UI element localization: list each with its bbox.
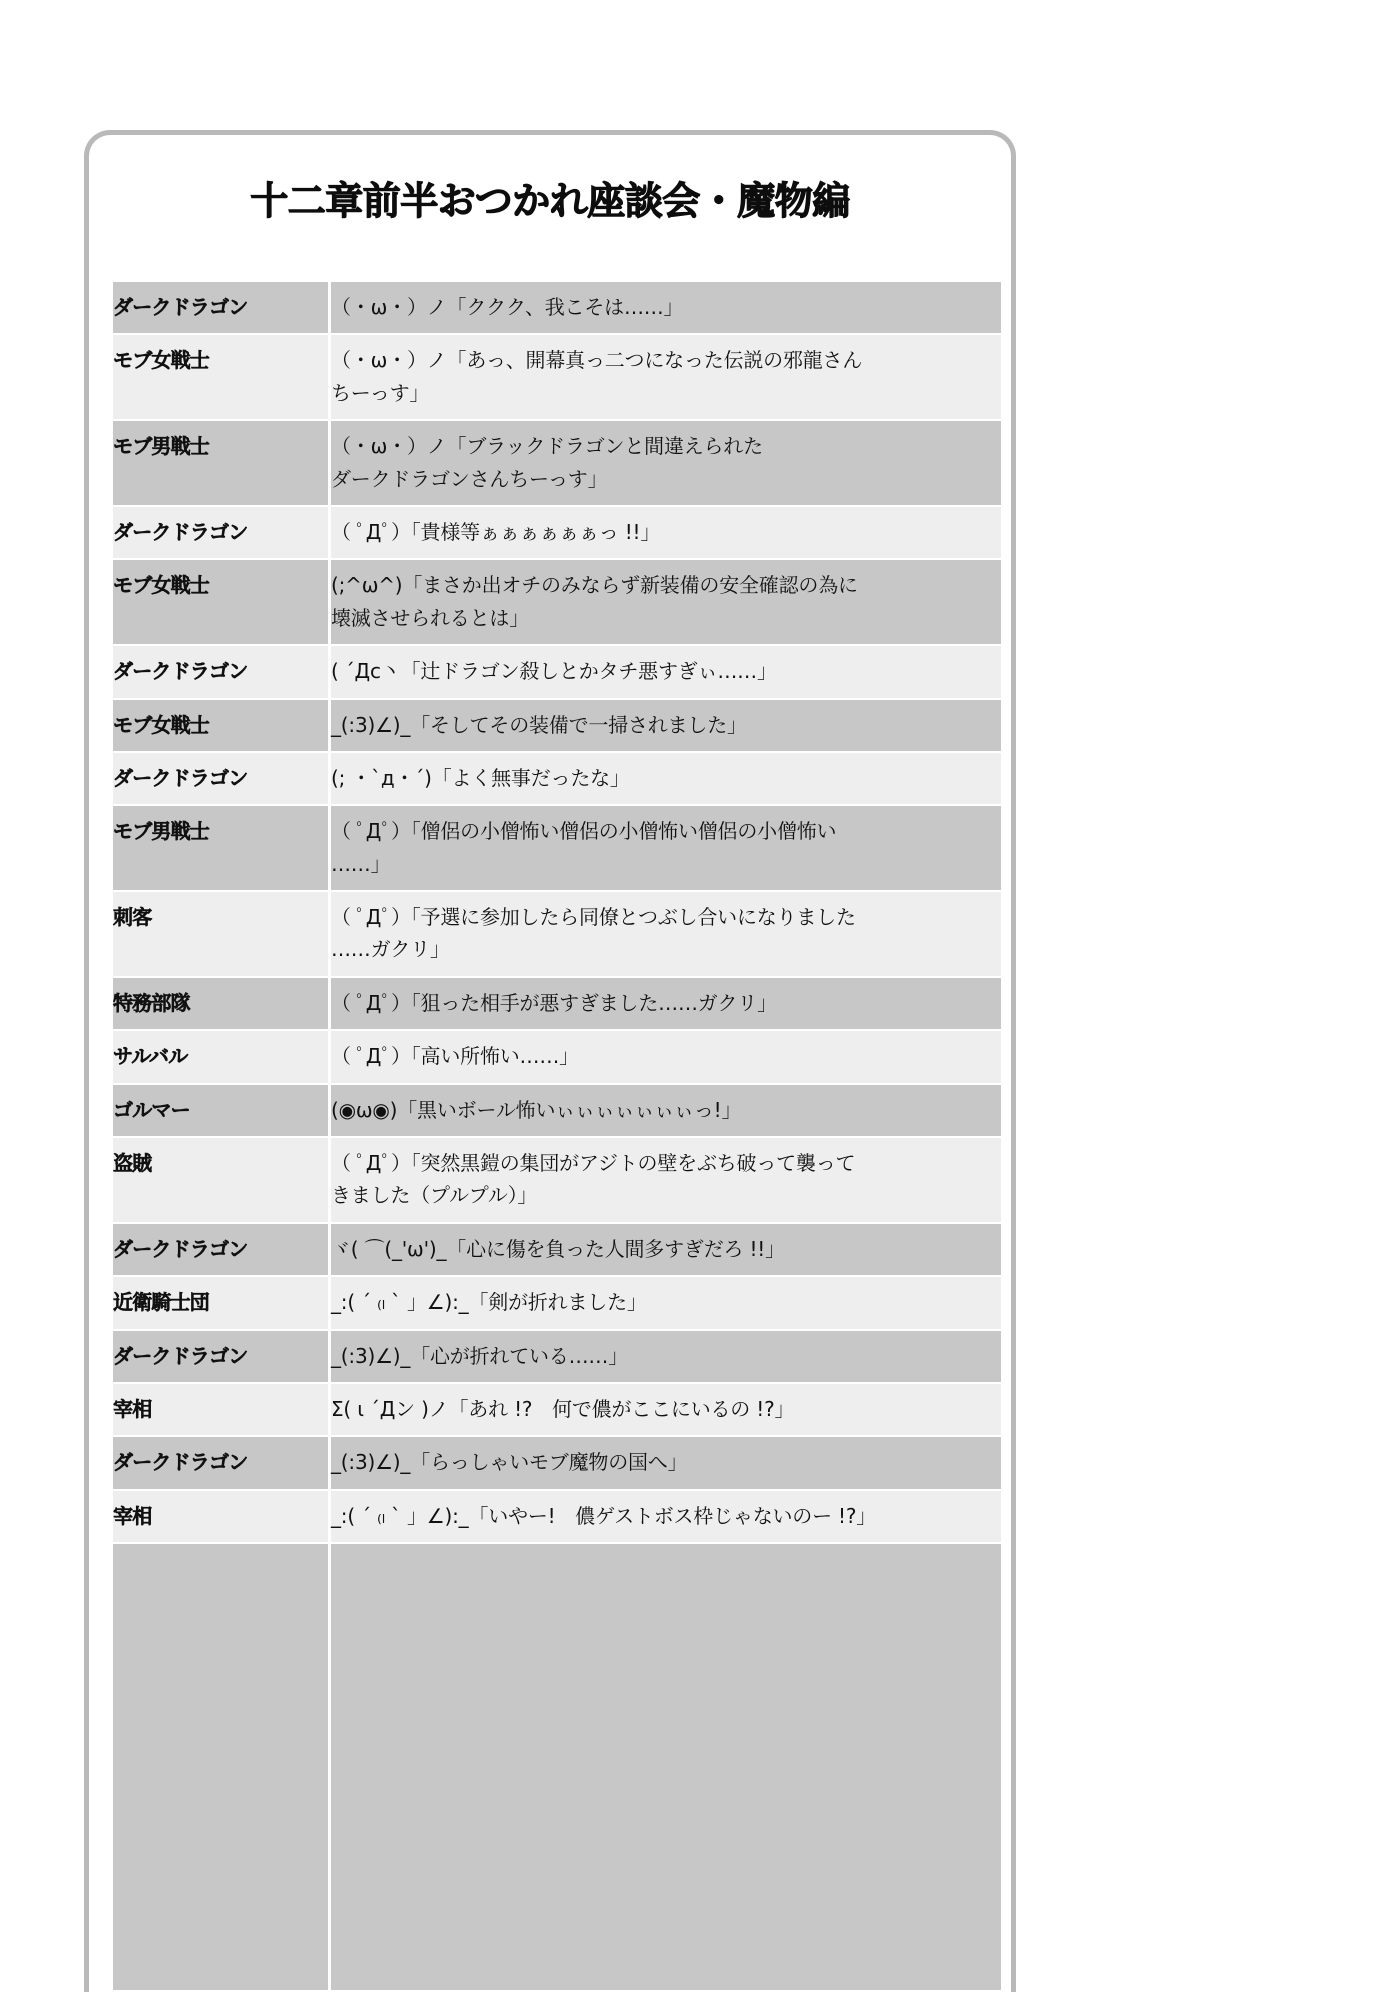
speaker-cell: 特務部隊: [113, 977, 330, 1030]
table-row: [113, 334, 1001, 420]
dialogue-line: _(:3)∠)_「心が折れている……」: [331, 1343, 629, 1368]
speaker-cell: ダークドラゴン: [113, 1223, 330, 1276]
table-row: [113, 645, 1001, 698]
dialogue-table: [113, 282, 1001, 1992]
dialogue-cell: [330, 559, 1002, 645]
dialogue-line: （・ω・）ノ「ククク、我こそは……」: [331, 295, 684, 319]
speaker-cell: 盗賊: [113, 1137, 330, 1223]
dialogue-cell: [330, 1030, 1002, 1083]
dialogue-cell: [330, 334, 1002, 420]
table-row: [113, 506, 1001, 559]
speaker-cell: ダークドラゴン: [113, 1436, 330, 1489]
dialogue-cell: [330, 1137, 1002, 1223]
table-row: [113, 977, 1001, 1030]
dialogue-line: ヾ( ⌒(_'ω')_「心に傷を負った人間多すぎだろ !!」: [331, 1236, 785, 1261]
speaker-cell: 宰相: [113, 1383, 330, 1436]
speaker-cell: ダークドラゴン: [113, 1330, 330, 1383]
dialogue-line: （ ﾟДﾟ）「高い所怖い……」: [331, 1044, 579, 1069]
dialogue-line: （ ﾟДﾟ）「狙った相手が悪すぎました……ガクリ」: [331, 990, 777, 1015]
dialogue-cell: [330, 805, 1002, 891]
dialogue-line: ……」: [331, 851, 391, 876]
dialogue-cell: [330, 1330, 1002, 1383]
dialogue-line: 壊滅させられるとは」: [331, 605, 529, 630]
dialogue-cell: [330, 752, 1002, 805]
speaker-cell: ダークドラゴン: [113, 282, 330, 334]
dialogue-cell: [330, 506, 1002, 559]
table-row: [113, 699, 1001, 752]
dialogue-line: Σ( ι ´Дン )ノ「あれ !? 何で儂がここにいるの !?」: [331, 1396, 795, 1421]
dialogue-line: ちーっす」: [331, 380, 430, 405]
table-row: [113, 559, 1001, 645]
speaker-cell: モブ女戦士: [113, 559, 330, 645]
dialogue-line: ……ガクリ」: [331, 937, 450, 962]
dialogue-line: (;^ω^)「まさか出オチのみならず新装備の安全確認の為に: [331, 573, 858, 598]
dialogue-line: _:( ´ ₍ₗ ` 」∠):_「いやー! 儂ゲストボス枠じゃないのー !?」: [331, 1503, 877, 1528]
empty-table-row: [113, 1543, 1001, 1991]
speaker-cell: 宰相: [113, 1490, 330, 1543]
dialogue-line: （ ﾟДﾟ）「突然黒鎧の集団がアジトの壁をぶち破って襲って: [331, 1151, 856, 1176]
table-row: [113, 1436, 1001, 1489]
dialogue-line: _(:3)∠)_「そしてその装備で一掃されました」: [331, 712, 747, 737]
dialogue-cell: [330, 1490, 1002, 1543]
dialogue-cell: [330, 699, 1002, 752]
dialogue-cell: [330, 1084, 1002, 1137]
dialogue-line: (; ・`д・´)「よく無事だったな」: [331, 765, 630, 790]
speaker-cell: サルバル: [113, 1030, 330, 1083]
speaker-cell: ダークドラゴン: [113, 752, 330, 805]
dialogue-table-body: [113, 282, 1001, 1991]
table-row: [113, 1383, 1001, 1436]
table-row: [113, 1276, 1001, 1329]
dialogue-line: （ ﾟДﾟ）「予選に参加したら同僚とつぶし合いになりました: [331, 905, 856, 930]
table-row: [113, 1030, 1001, 1083]
speaker-cell: モブ女戦士: [113, 334, 330, 420]
table-row: [113, 420, 1001, 506]
dialogue-cell: [330, 1276, 1002, 1329]
dialogue-cell: [330, 420, 1002, 506]
table-row: [113, 752, 1001, 805]
dialogue-cell: [330, 282, 1002, 334]
dialogue-cell: [330, 891, 1002, 977]
speaker-cell: 近衛騎士団: [113, 1276, 330, 1329]
dialogue-line: _(:3)∠)_「らっしゃいモブ魔物の国へ」: [331, 1450, 688, 1475]
table-row: [113, 1137, 1001, 1223]
dialogue-line: （・ω・）ノ「あっ、開幕真っ二つになった伝説の邪龍さん: [331, 348, 863, 373]
speaker-cell: ダークドラゴン: [113, 506, 330, 559]
table-row: [113, 805, 1001, 891]
speaker-cell-empty: [113, 1543, 330, 1991]
dialogue-cell: [330, 977, 1002, 1030]
table-row: [113, 1223, 1001, 1276]
table-row: [113, 1490, 1001, 1543]
speaker-cell: ゴルマー: [113, 1084, 330, 1137]
table-row: [113, 1330, 1001, 1383]
table-row: [113, 891, 1001, 977]
dialogue-cell-empty: [330, 1543, 1002, 1991]
speaker-cell: モブ男戦士: [113, 805, 330, 891]
table-row: [113, 1084, 1001, 1137]
dialogue-line: （ ﾟДﾟ）「僧侶の小僧怖い僧侶の小僧怖い僧侶の小僧怖い: [331, 819, 837, 844]
dialogue-line: きました（プルプル）」: [331, 1183, 538, 1208]
dialogue-line: （・ω・）ノ「ブラックドラゴンと間違えられた: [331, 434, 763, 459]
speaker-cell: モブ女戦士: [113, 699, 330, 752]
dialogue-line: (◉ω◉)「黒いボール怖いぃぃぃぃぃぃぃっ!」: [331, 1097, 742, 1122]
table-row: [113, 282, 1001, 334]
speaker-cell: ダークドラゴン: [113, 645, 330, 698]
dialogue-cell: [330, 645, 1002, 698]
page-title: 十二章前半おつかれ座談会・魔物編: [250, 179, 850, 223]
dialogue-cell: [330, 1223, 1002, 1276]
dialogue-line: ( ´Дc丶「辻ドラゴン殺しとかタチ悪すぎぃ……」: [331, 659, 777, 684]
dialogue-cell: [330, 1436, 1002, 1489]
speaker-cell: モブ男戦士: [113, 420, 330, 506]
dialogue-line: （ ﾟДﾟ）「貴様等ぁぁぁぁぁぁっ !!」: [331, 519, 661, 544]
dialogue-cell: [330, 1383, 1002, 1436]
dialogue-line: _:( ´ ₍ₗ ` 」∠):_「剣が折れました」: [331, 1290, 647, 1315]
dialogue-line: ダークドラゴンさんちーっす」: [331, 466, 608, 491]
speaker-cell: 刺客: [113, 891, 330, 977]
